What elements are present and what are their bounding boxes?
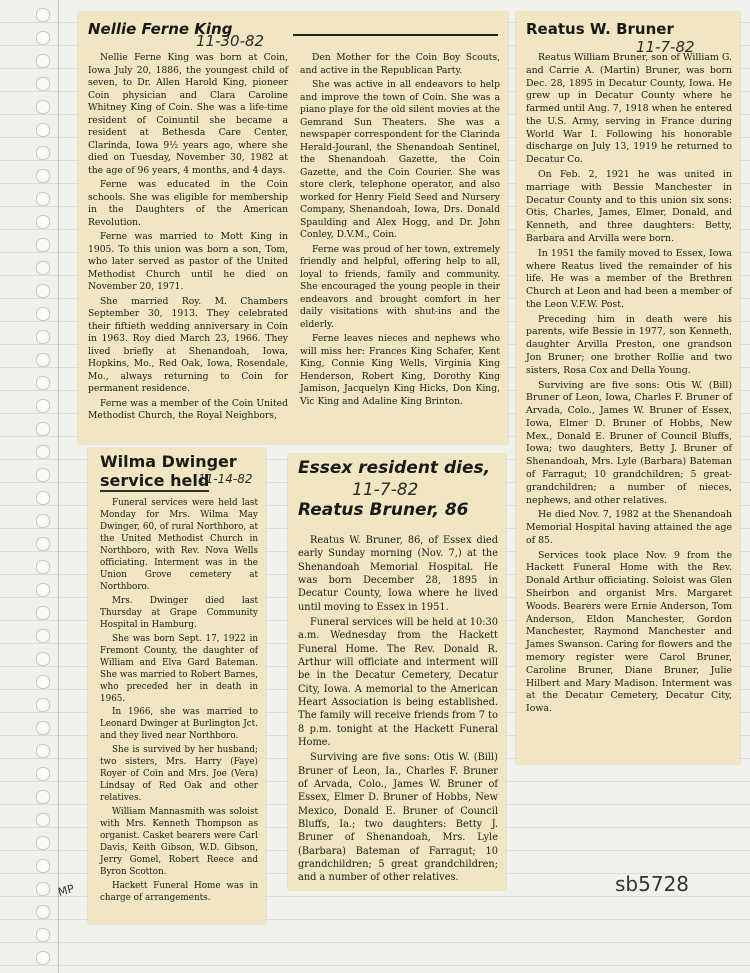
dwinger-paragraph: She is survived by her husband; two sisters, Mrs. Harry (Faye) Royer of Coin and Mrs. Joe (Vera) Lindsay of Red Oak and other relatives. <box>100 745 258 804</box>
binder-hole <box>36 951 50 965</box>
binder-hole <box>36 238 50 252</box>
bruner-paragraph: Surviving are five sons: Otis W. (Bill) Bruner of Leon, Iowa, Charles F. Bruner of Arvada, Colo., James W. Bruner of Essex, Iowa, Elmer D. Bruner of Hobbs, New Mex., Donald E. Bruner of Council Bluffs, Iowa; two daughters, Betty J. Bruner of Shenandoah, Mrs. Lyle (Barbara) Bateman of Farragut; 10 grandchildren; 5 great-grandchildren; a number of nieces, nephews, and other relatives. <box>526 379 732 506</box>
binder-hole <box>36 629 50 643</box>
bruner-handwritten-date: 11-7-82 <box>636 38 695 56</box>
dwinger-paragraph: Hackett Funeral Home was in charge of arrangements. <box>100 881 258 903</box>
king-paragraph: Nellie Ferne King was born at Coin, Iowa July 20, 1886, the youngest child of seven, to Dr. Allen Harold King, pioneer Coin physician and Clara Caroline Whitney King of Coin. She was a life-time resident of Coinuntil she became a resident at Bethesda Care Center, Clarinda, Iowa 9½ years ago, where she died on Tuesday, November 30, 1982 at the age of 96 years, 4 months, and 4 days. <box>88 52 288 176</box>
binder-hole <box>36 537 50 551</box>
king-obituary-clipping <box>78 12 508 444</box>
dwinger-paragraph: Funeral services were held last Monday for Mrs. Wilma May Dwinger, 60, of rural Northboro, at the United Methodist Church in Northboro, with Rev. Nova Wells officiating. Interment was in the Union Grove cemetery at Northboro. <box>100 498 258 592</box>
king-headline: Nellie Ferne King <box>88 20 233 38</box>
binder-hole <box>36 77 50 91</box>
bruner-paragraph: In 1951 the family moved to Essex, Iowa where Reatus lived the remainder of his life. He was a member of the Brethren Church at Leon and had been a member of the Leon V.F.W. Post. <box>526 247 732 310</box>
binder-holes <box>0 0 40 973</box>
bruner-body <box>526 52 732 716</box>
king-paragraph: Ferne leaves nieces and nephews who will miss her: Frances King Schafer, Kent King, Connie King Wells, Virginia King Henderson, Robert King, Dorothy King Jamison, Jacquelyn King Hicks, Don King, Vic King and Adaline King Brinton. <box>300 333 500 407</box>
bruner-obituary-clipping <box>516 12 740 764</box>
binder-hole <box>36 261 50 275</box>
essex-paragraph: Funeral services will be held at 10:30 a.m. Wednesday from the Hackett Funeral Home. The Rev. Donald R. Arthur will officiate and interment will be in the Decatur Cemetery, Decatur City, Iowa. A memorial to the American Heart Association is being established. The family will receive friends from 7 to 8 p.m. tonight at the Hackett Funeral Home. <box>298 616 498 748</box>
binder-hole <box>36 8 50 22</box>
binder-hole <box>36 652 50 666</box>
bruner-paragraph: Preceding him in death were his parents, wife Bessie in 1977, son Kenneth, daughter Arvilla Preston, one grandson Jon Bruner; one brother Rollie and two sisters, Rosa Cox and Della Young. <box>526 313 732 376</box>
binder-hole <box>36 767 50 781</box>
dwinger-obituary-clipping <box>88 448 266 924</box>
bruner-paragraph: He died Nov. 7, 1982 at the Shenandoah Memorial Hospital having attained the age of 85. <box>526 509 732 546</box>
king-paragraph: Ferne was educated in the Coin schools. She was eligible for membership in the Daughters of the American Revolution. <box>88 179 288 228</box>
binder-hole <box>36 307 50 321</box>
catalog-number: sb5728 <box>615 872 690 896</box>
king-paragraph: Den Mother for the Coin Boy Scouts, and active in the Republican Party. <box>300 52 500 76</box>
binder-hole <box>36 790 50 804</box>
binder-hole <box>36 859 50 873</box>
binder-hole <box>36 491 50 505</box>
binder-hole <box>36 192 50 206</box>
king-paragraph: She was active in all endeavors to help and improve the town of Coin. She was a piano playe for the old silent movies at the Gemrand Sun Theaters. She was a newspaper correspondent for the Clarinda Herald-Jouranl, the Shenandoah Sentinel, the Shenandoah Gazette, the Coin Gazette, and the Coin Courier. She was store clerk, telephone operator, and also worked for Henry Field Seed and Nursery Company, Shenandoah, Iowa, Drs. Donald Spaulding and Alex Hogg, and Dr. John Conley, D.V.M., Coin. <box>300 79 500 241</box>
binder-hole <box>36 744 50 758</box>
binder-hole <box>36 146 50 160</box>
essex-paragraph: Surviving are five sons: Otis W. (Bill) Bruner of Leon, Ia., Charles F. Bruner of Arvada, Colo., James W. Bruner of Essex, Elmer D. Bruner of Hobbs, New Mexico, Donald E. Bruner of Council Bluffs, Ia.; two daughters: Betty J. Bruner of Shenandoah, Mrs. Lyle (Barbara) Bateman of Farragut; 10 grandchildren; 5 great grandchildren; and a number of other relatives. <box>298 752 498 884</box>
king-column-1 <box>88 52 288 425</box>
binder-hole <box>36 905 50 919</box>
binder-hole <box>36 376 50 390</box>
dwinger-paragraph: She was born Sept. 17, 1922 in Fremont County, the daughter of William and Elva Gard Bateman. She was married to Robert Barnes, who preceded her in death in 1965. <box>100 633 258 704</box>
binder-hole <box>36 353 50 367</box>
binder-hole <box>36 606 50 620</box>
binder-hole <box>36 31 50 45</box>
essex-headline-1: Essex resident dies, <box>298 458 491 478</box>
binder-hole <box>36 445 50 459</box>
dwinger-paragraph: Mrs. Dwinger died last Thursday at Grape Community Hospital in Hamburg. <box>100 595 258 630</box>
essex-headline-2: Reatus Bruner, 86 <box>298 500 469 520</box>
binder-hole <box>36 422 50 436</box>
king-column-2 <box>300 52 500 425</box>
king-handwritten-date: 11-30-82 <box>196 32 265 50</box>
essex-body <box>298 534 498 885</box>
dwinger-headline-1: Wilma Dwinger <box>100 452 237 471</box>
bruner-paragraph: Services took place Nov. 9 from the Hackett Funeral Home with the Rev. Donald Arthur officiating. Soloist was Glen Sheirbon and organist Mrs. Margaret Woods. Bearers were Ernie Anderson, Tom Anderson, Eldon Manchester, Gordon Manchester, Raymond Manchester and James Swanson. Caring for flowers and the memory register were Carol Bruner, Caroline Bruner, Diane Bruner, Julie Hilbert and Mary Madison. Interment was at the Decatur Cemetery, Decatur City, Iowa. <box>526 549 732 715</box>
binder-hole <box>36 468 50 482</box>
king-headline-rule <box>293 34 498 36</box>
dwinger-paragraph: William Mannasmith was soloist with Mrs. Kenneth Thompson as organist. Casket bearers were Carl Davis, Keith Gibson, W.D. Gibson, Jerry Gomel, Robert Reece and Byron Scotton. <box>100 807 258 878</box>
binder-hole <box>36 123 50 137</box>
binder-hole <box>36 721 50 735</box>
binder-hole <box>36 583 50 597</box>
binder-hole <box>36 215 50 229</box>
dwinger-handwritten-date: 11-14-82 <box>198 472 253 486</box>
bruner-paragraph: On Feb. 2, 1921 he was united in marriage with Bessie Manchester in Decatur County and to this union six sons: Otis, Charles, James, Elmer, Donald, and Kenneth, and three daughters: Betty, Barbara and Arvilla were born. <box>526 169 732 244</box>
binder-hole <box>36 560 50 574</box>
binder-hole <box>36 399 50 413</box>
binder-hole <box>36 169 50 183</box>
initials-note: MP <box>56 882 76 899</box>
dwinger-paragraph: In 1966, she was married to Leonard Dwinger at Burlington Jct. and they lived near Northboro. <box>100 707 258 742</box>
essex-obituary-clipping <box>288 454 506 890</box>
essex-handwritten-date: 11-7-82 <box>352 480 419 500</box>
dwinger-headline-2: service held <box>100 471 210 490</box>
binder-hole <box>36 698 50 712</box>
binder-hole <box>36 928 50 942</box>
king-paragraph: Ferne was proud of her town, extremely friendly and helpful, offering help to all, loyal to friends, family and community. She encouraged the young people in their endeavors and brought comfort in her daily visitations with shut-ins and the elderly. <box>300 243 500 330</box>
margin-line <box>58 0 59 973</box>
binder-hole <box>36 882 50 896</box>
bruner-paragraph: Reatus William Bruner, son of William G. and Carrie A. (Martin) Bruner, was born Dec. 28, 1895 in Decatur County, Iowa. He grew up in Decatur County where he farmed until Aug. 7, 1918 when he entered the U.S. Army, serving in France during World War I. Following his honorable discharge on July 13, 1919 he returned to Decatur Co. <box>526 52 732 166</box>
king-paragraph: She married Roy. M. Chambers September 30, 1913. They celebrated their fiftieth wedding anniversary in Coin in 1963. Roy died March 23, 1966. They lived briefly at Shenandoah, Iowa, Hopkins, Mo., Red Oak, Iowa, Rosendale, Mo., always returning to Coin for permanent residence. <box>88 295 288 395</box>
binder-hole <box>36 836 50 850</box>
essex-paragraph: Reatus W. Bruner, 86, of Essex died early Sunday morning (Nov. 7,) at the Shenandoah Memorial Hospital. He was born December 28, 1895 in Decatur County, Iowa where he lived until moving to Essex in 1951. <box>298 535 498 613</box>
dwinger-body <box>100 498 258 905</box>
binder-hole <box>36 54 50 68</box>
bruner-headline: Reatus W. Bruner <box>526 20 674 38</box>
binder-hole <box>36 100 50 114</box>
binder-hole <box>36 813 50 827</box>
binder-hole <box>36 675 50 689</box>
binder-hole <box>36 330 50 344</box>
binder-hole <box>36 514 50 528</box>
binder-hole <box>36 284 50 298</box>
king-paragraph: Ferne was a member of the Coin United Methodist Church, the Royal Neighbors, <box>88 397 288 422</box>
king-paragraph: Ferne was married to Mott King in 1905. To this union was born a son, Tom, who later served as pastor of the United Methodist Church until he died on November 20, 1971. <box>88 231 288 293</box>
